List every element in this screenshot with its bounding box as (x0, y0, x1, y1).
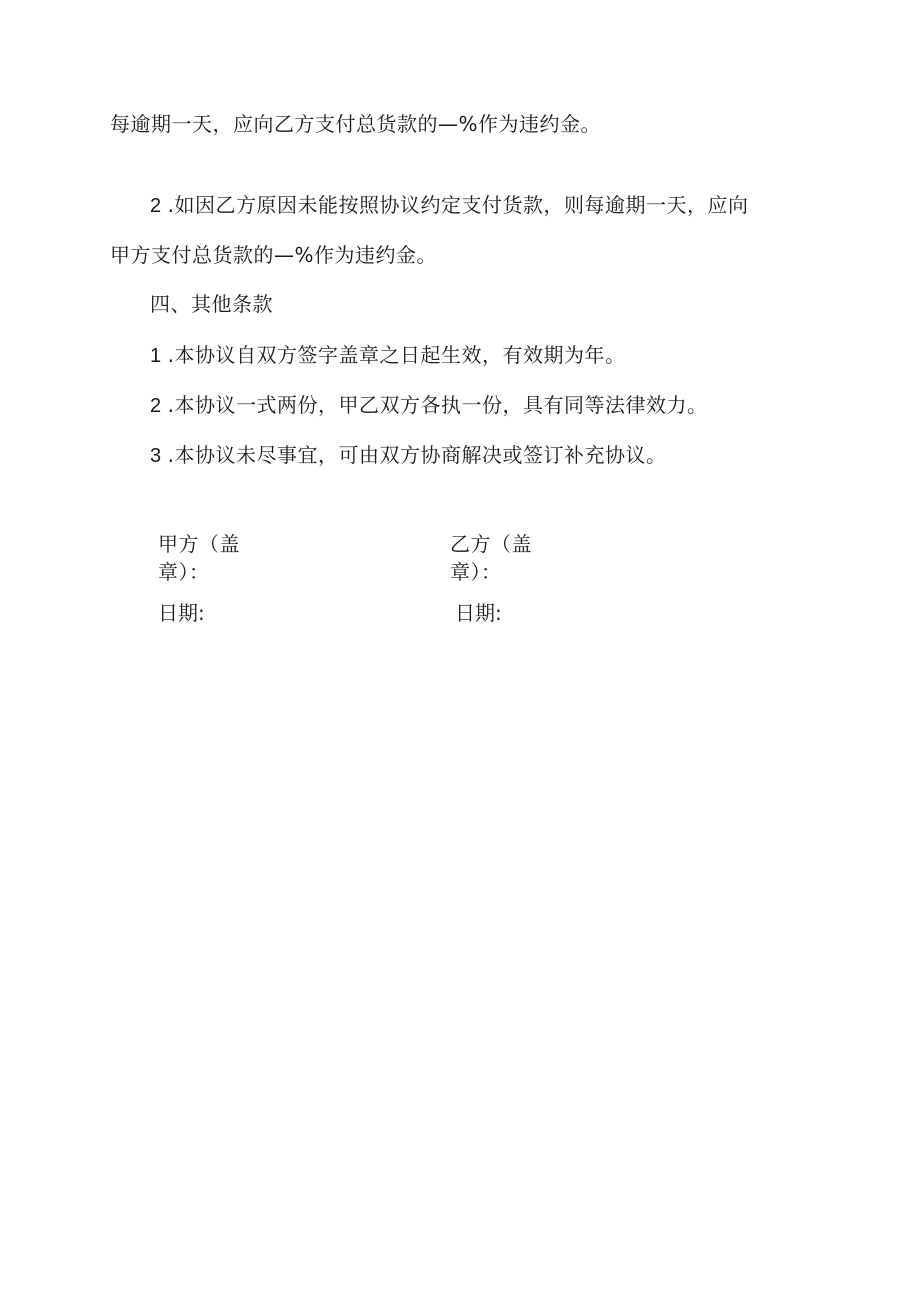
party-b-date-label: 日期: (455, 601, 502, 625)
clause-number: 2 (150, 395, 162, 417)
party-a-seal-label: 甲方（盖章）： (158, 532, 240, 584)
clause-number: 2 (150, 195, 162, 217)
other-terms-item-1 (150, 343, 625, 368)
paragraph-text: 每逾期一天，应向乙方支付总货款的—%作为违约金。 (110, 112, 602, 136)
paragraph-text: .如因乙方原因未能按照协议约定支付货款，则每逾期一天，应向 (167, 193, 749, 217)
penalty-clause-2-line-2 (110, 243, 437, 267)
penalty-clause-2-line-1 (150, 193, 748, 218)
paragraph-text: .本协议未尽事宜，可由双方协商解决或签订补充协议。 (167, 443, 667, 467)
party-b-seal-label: 乙方（盖章）： (450, 532, 532, 584)
other-terms-item-2 (150, 393, 707, 418)
paragraph-text: .本协议自双方签字盖章之日起生效，有效期为年。 (167, 343, 626, 367)
clause-number: 1 (150, 345, 162, 367)
penalty-clause-continuation (110, 112, 601, 136)
paragraph-text: .本协议一式两份，甲乙双方各执一份，具有同等法律效力。 (167, 393, 708, 417)
section-title: 四、其他条款 (150, 292, 273, 316)
clause-number: 3 (150, 445, 162, 467)
other-terms-item-3 (150, 443, 666, 468)
section-heading (150, 292, 273, 316)
paragraph-text: 甲方支付总货款的—%作为违约金。 (110, 243, 438, 267)
party-a-date-label: 日期: (158, 601, 205, 625)
